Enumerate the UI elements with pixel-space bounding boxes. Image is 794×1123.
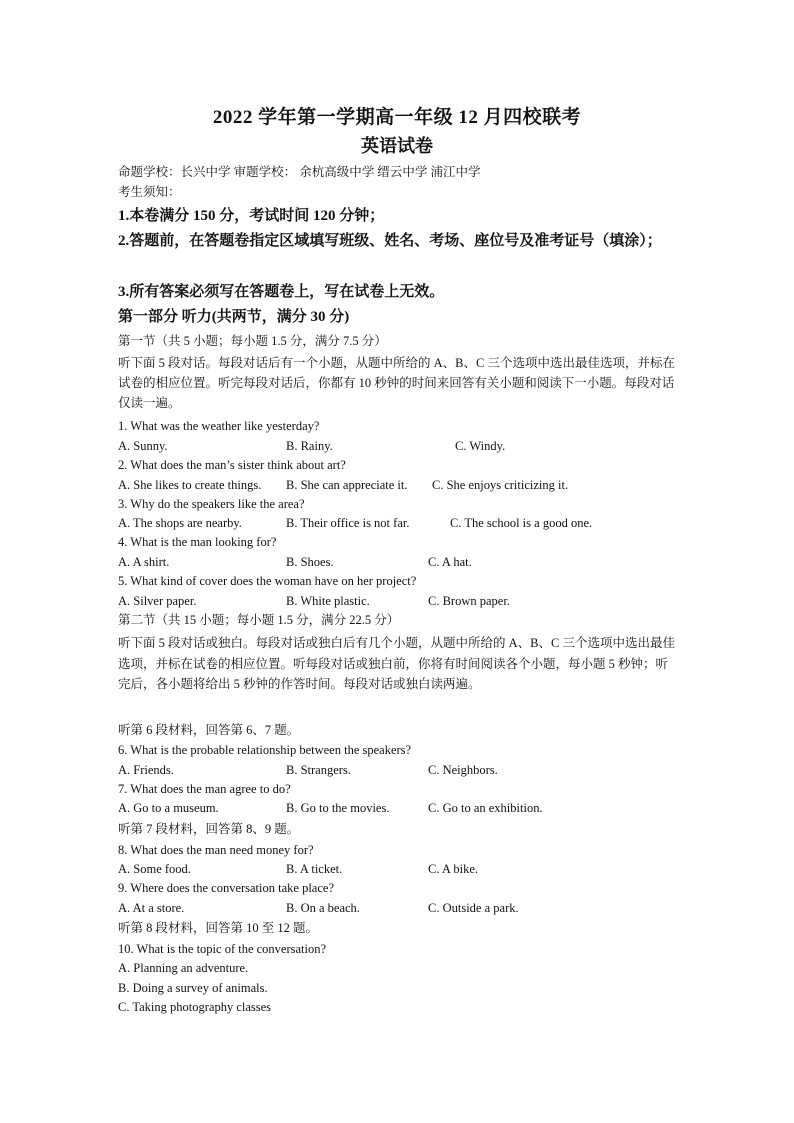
option-b: B. On a beach. (286, 901, 360, 915)
material-8-note: 听第 8 段材料，回答第 10 至 12 题。 (118, 921, 319, 935)
option-c: C. Go to an exhibition. (428, 801, 543, 815)
question-10: 10. What is the topic of the conversation? (118, 942, 327, 956)
notice-3: 3.所有答案必须写在答题卷上，写在试卷上无效。 (118, 284, 445, 300)
question-5: 5. What kind of cover does the woman have on her project? (118, 574, 417, 588)
options-7 (118, 800, 678, 816)
exam-title: 2022 学年第一学期高一年级 12 月四校联考 (212, 107, 582, 128)
options-4 (118, 554, 678, 570)
options-3 (118, 515, 678, 531)
notice-heading: 考生须知： (118, 185, 181, 199)
option-b: B. Go to the movies. (286, 801, 390, 815)
option-a: A. Friends. (118, 763, 174, 777)
option-a: A. Some food. (118, 862, 191, 876)
option-a: A. She likes to create things. (118, 478, 262, 492)
option-c: C. Taking photography classes (118, 1000, 272, 1014)
option-a: A. Silver paper. (118, 594, 197, 608)
options-5 (118, 593, 678, 609)
option-c: C. A hat. (428, 555, 472, 569)
option-c: C. Windy. (455, 439, 506, 453)
options-8 (118, 861, 678, 877)
section1-instructions: 听下面 5 段对话。每段对话后有一个小题，从题中所给的 A、B、C 三个选项中选出最佳选项，并标在试卷的相应位置。听完每段对话后，你都有 10 秒钟的时间来回答有关小题和阅读下一小题。每段对话仅读一遍。 (118, 356, 675, 410)
option-b: B. Shoes. (286, 555, 334, 569)
section1-heading: 第一节（共 5 小题；每小题 1.5 分，满分 7.5 分） (118, 334, 387, 348)
option-b: B. Strangers. (286, 763, 351, 777)
options-1 (118, 438, 678, 454)
option-b: B. Rainy. (286, 439, 333, 453)
options-2 (118, 477, 678, 493)
option-a: A. Sunny. (118, 439, 168, 453)
option-b: B. Doing a survey of animals. (118, 981, 268, 995)
notice-2: 2.答题前，在答题卷指定区域填写班级、姓名、考场、座位号及准考证号（填涂）； (118, 233, 662, 249)
option-b: B. A ticket. (286, 862, 343, 876)
question-9: 9. Where does the conversation take place? (118, 881, 334, 895)
material-6-note: 听第 6 段材料，回答第 6、7 题。 (118, 723, 300, 737)
options-6 (118, 762, 678, 778)
option-c: C. Neighbors. (428, 763, 498, 777)
option-a: A. At a store. (118, 901, 185, 915)
option-c: C. A bike. (428, 862, 479, 876)
notice-1: 1.本卷满分 150 分，考试时间 120 分钟； (118, 208, 385, 224)
question-2: 2. What does the man’s sister think about art? (118, 458, 346, 472)
option-c: C. Outside a park. (428, 901, 519, 915)
question-6: 6. What is the probable relationship between the speakers? (118, 743, 412, 757)
option-c: C. Brown paper. (428, 594, 510, 608)
part1-heading: 第一部分 听力(共两节，满分 30 分) (118, 309, 350, 325)
option-a: A. The shops are nearby. (118, 516, 242, 530)
option-b: B. Their office is not far. (286, 516, 410, 530)
question-4: 4. What is the man looking for? (118, 535, 277, 549)
question-7: 7. What does the man agree to do? (118, 782, 291, 796)
material-7-note: 听第 7 段材料，回答第 8、9 题。 (118, 822, 300, 836)
option-a: A. A shirt. (118, 555, 170, 569)
option-a: A. Planning an adventure. (118, 961, 249, 975)
question-1: 1. What was the weather like yesterday? (118, 419, 320, 433)
exam-subtitle: 英语试卷 (361, 136, 433, 156)
section2-heading: 第二节（共 15 小题；每小题 1.5 分，满分 22.5 分） (118, 613, 400, 627)
option-b: B. She can appreciate it. (286, 478, 408, 492)
question-8: 8. What does the man need money for? (118, 843, 314, 857)
schools-line: 命题学校：长兴中学 审题学校： 余杭高级中学 缙云中学 浦江中学 (118, 165, 481, 179)
section2-instructions: 听下面 5 段对话或独白。每段对话或独白后有几个小题，从题中所给的 A、B、C 三个选项中选出最佳选项，并标在试卷的相应位置。听每段对话或独白前，你将有时间阅读各个小题，每小题 5 秒钟；听完后，各小题将给出 5 秒钟的作答时间。每段对话或独白读两遍。 (118, 636, 675, 691)
options-9 (118, 900, 678, 916)
question-3: 3. Why do the speakers like the area? (118, 497, 305, 511)
option-c: C. She enjoys criticizing it. (432, 478, 569, 492)
option-b: B. White plastic. (286, 594, 370, 608)
option-c: C. The school is a good one. (450, 516, 593, 530)
option-a: A. Go to a museum. (118, 801, 219, 815)
